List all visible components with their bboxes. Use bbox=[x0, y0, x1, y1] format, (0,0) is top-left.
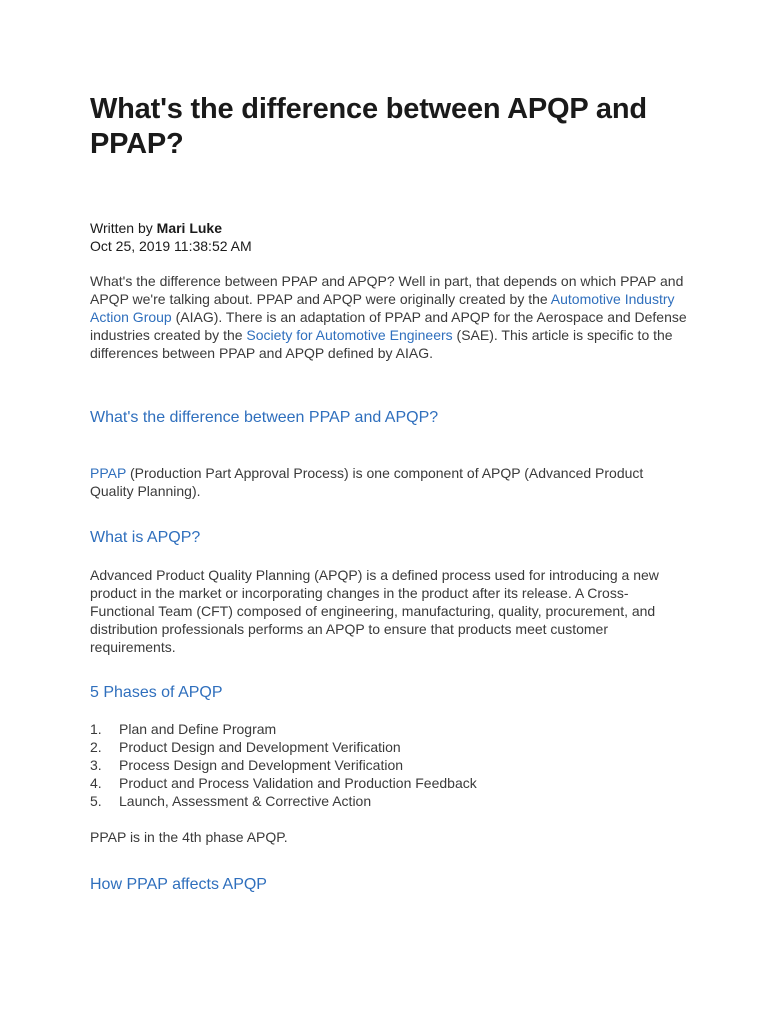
ppap-phase-note: PPAP is in the 4th phase APQP. bbox=[90, 829, 288, 845]
section-heading-phases: 5 Phases of APQP bbox=[90, 684, 223, 701]
ppap-text: (Production Part Approval Process) is one component of APQP (Advanced Product Quality Planning). bbox=[90, 465, 644, 499]
list-number: 1. bbox=[90, 721, 102, 737]
intro-text-3: (SAE). This article is specific to the differences between PPAP and APQP defined by AIAG. bbox=[90, 327, 673, 361]
intro-text-2: (AIAG). There is an adaptation of PPAP and APQP for the Aerospace and Defense industries created by the bbox=[90, 309, 687, 343]
list-item bbox=[90, 720, 477, 738]
section-heading-difference: What's the difference between PPAP and APQP? bbox=[90, 409, 439, 426]
page-title: What's the difference between APQP and PPAP? bbox=[90, 93, 647, 160]
list-label: Launch, Assessment & Corrective Action bbox=[119, 793, 372, 809]
section-heading-what-is-apqp: What is APQP? bbox=[90, 529, 201, 546]
phases-list bbox=[90, 720, 477, 810]
apqp-paragraph: Advanced Product Quality Planning (APQP) is a defined process used for introducing a new product in the market or incorporating changes in the product after its release. A Cross-Functional Team (CFT) composed of engineering, manufacturing, quality, procurement, and distribution professionals performs an APQP to ensure that products meet customer requirements. bbox=[90, 567, 659, 655]
list-label: Product Design and Development Verification bbox=[119, 739, 401, 755]
byline bbox=[90, 219, 222, 237]
list-item bbox=[90, 774, 477, 792]
publish-date: Oct 25, 2019 11:38:52 AM bbox=[90, 238, 252, 254]
list-item bbox=[90, 738, 477, 756]
ppap-link[interactable]: PPAP bbox=[90, 465, 127, 481]
list-item bbox=[90, 792, 477, 810]
list-label: Process Design and Development Verification bbox=[119, 757, 404, 773]
sae-link[interactable]: Society for Automotive Engineers bbox=[246, 327, 453, 343]
aiag-link[interactable]: Automotive Industry Action Group bbox=[90, 291, 675, 325]
list-number: 4. bbox=[90, 775, 102, 791]
list-number: 5. bbox=[90, 793, 102, 809]
list-label: Plan and Define Program bbox=[119, 721, 277, 737]
author-name: Mari Luke bbox=[156, 220, 223, 236]
list-number: 3. bbox=[90, 757, 102, 773]
list-label: Product and Process Validation and Production Feedback bbox=[119, 775, 477, 791]
intro-paragraph bbox=[90, 272, 690, 362]
byline-prefix: Written by bbox=[90, 220, 157, 236]
list-number: 2. bbox=[90, 739, 102, 755]
list-item bbox=[90, 756, 477, 774]
section-heading-how-ppap-affects: How PPAP affects APQP bbox=[90, 876, 267, 893]
ppap-paragraph bbox=[90, 464, 690, 500]
intro-text-1: What's the difference between PPAP and APQP? Well in part, that depends on which PPAP and APQP we're talking about. PPAP and APQP were originally created by the bbox=[90, 273, 684, 307]
